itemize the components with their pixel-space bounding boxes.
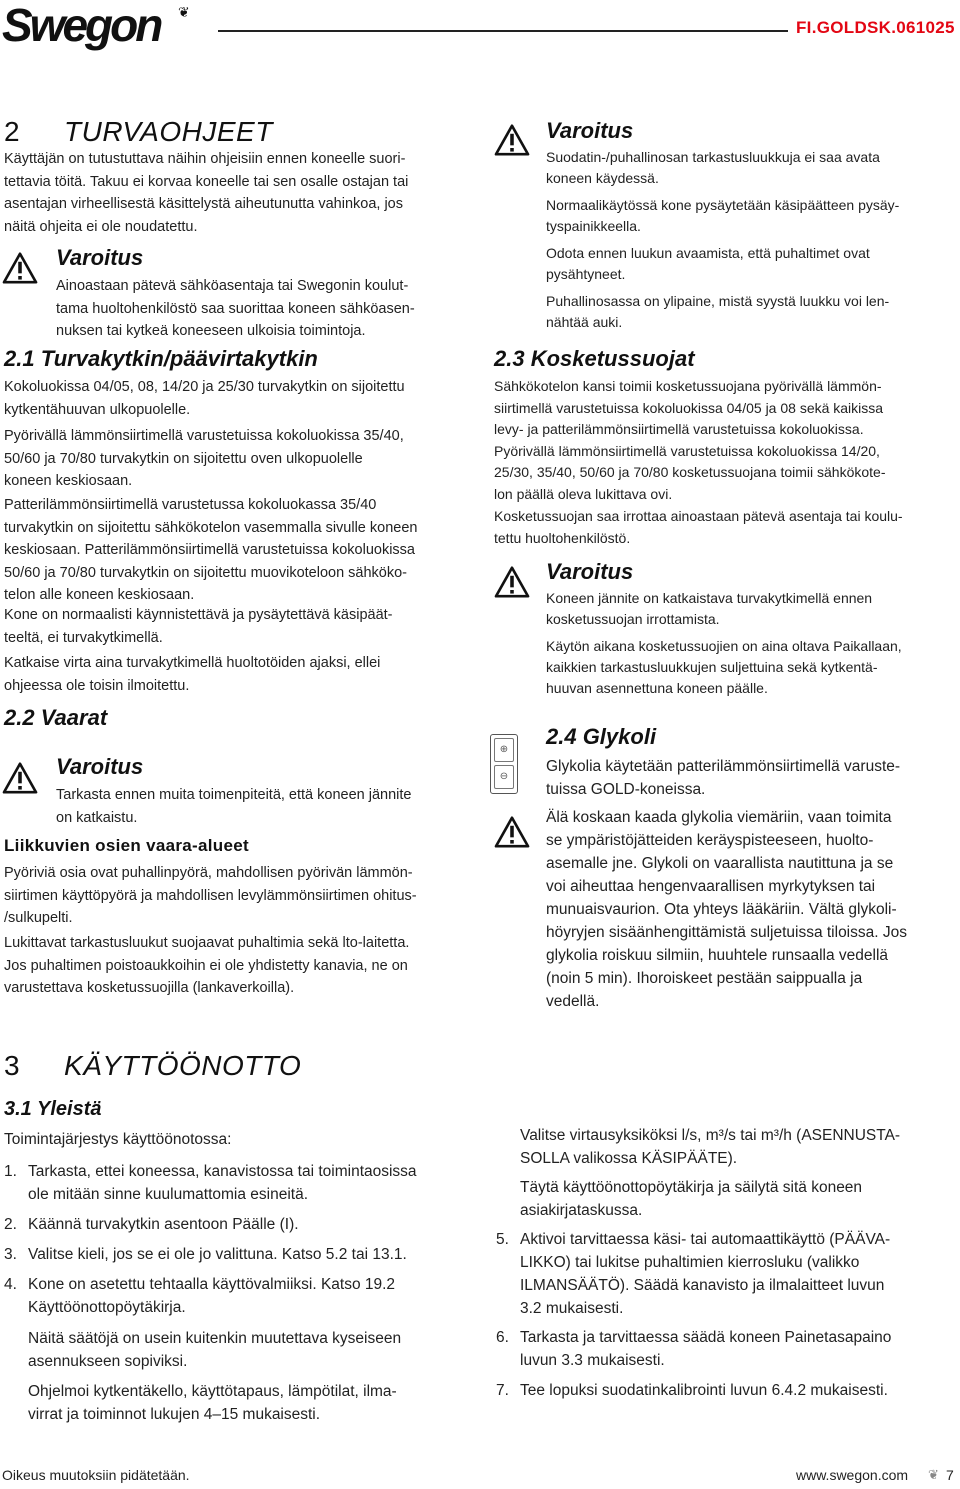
text-line: virrat ja toiminnot lukujen 4–15 mukaisesti.: [28, 1406, 321, 1423]
text-line: LIKKO) tai lukitse puhaltimien kierrosluku (valikko: [520, 1254, 860, 1271]
s24-p1: [546, 755, 956, 801]
s21-p3: [4, 494, 474, 607]
text-line: 25/30, 35/40, 50/60 ja 70/80 kosketussuojana toimii sähkökote-: [494, 464, 886, 480]
text-line: siirtimellä varustetuissa kokoluokissa 04/05 ja 08 sekä kaikissa: [494, 399, 884, 416]
text-line: Pyörivällä lämmönsiirtimellä varustetuissa kokoluokissa 35/40,: [4, 428, 404, 444]
s31-intro: Toimintajärjestys käyttöönotossa:: [4, 1131, 232, 1148]
list-number: 1.: [4, 1163, 17, 1180]
text-line: Pyöriviä osia ovat puhallinpyörä, mahdollisen pyörivän lämmön-: [4, 865, 413, 881]
section-2-heading: [4, 116, 273, 148]
text-line: Suodatin-/puhallinosan tarkastusluukkuja ei saa avata: [546, 149, 880, 165]
text-line: Käännä turvakytkin asentoon Päälle (I).: [28, 1216, 299, 1233]
text-line: asennukseen sopiviksi.: [28, 1353, 188, 1370]
text-line: telon alle koneen keskiosaan.: [4, 587, 195, 603]
text-line: Täytä käyttöönottopöytäkirja ja säilytä sitä koneen: [520, 1179, 863, 1196]
section-2-1-heading: 2.1 Turvakytkin/päävirtakytkin: [4, 346, 318, 371]
text-line: Patterilämmönsiirtimellä varustetussa kokoluokassa 35/40: [4, 497, 377, 513]
s24-p2: [546, 806, 956, 1013]
text-line: Ohjelmoi kytkentäkello, käyttötapaus, lämpötilat, ilma-: [28, 1383, 397, 1400]
list-item: [496, 1326, 956, 1372]
text-line: tettu huoltohenkilöstö.: [494, 529, 631, 546]
section-3-1-heading: 3.1 Yleistä: [4, 1098, 102, 1120]
s22-p1: [4, 862, 474, 930]
warning-text: [546, 588, 956, 699]
note: [28, 1380, 478, 1426]
text-line: koneen keskiosaan.: [4, 473, 133, 489]
header-rule: [218, 30, 788, 32]
text-line: Älä koskaan kaada glykolia viemäriin, vaan toimita: [546, 809, 892, 826]
text-line: SOLLA valikossa KÄSIPÄÄTE).: [520, 1150, 738, 1167]
warning-text: [56, 784, 476, 829]
text-line: Kokoluokissa 04/05, 08, 14/20 ja 25/30 turvakytkin on sijoitettu: [4, 379, 405, 395]
text-line: ohjeessa ole toisin ilmoitettu.: [4, 677, 190, 694]
s21-p5: [4, 652, 474, 697]
document-code: FI.GOLDSK.061025: [796, 18, 955, 37]
text-line: Katkaise virta aina turvakytkimellä huoltotöiden ajaksi, ellei: [4, 655, 381, 671]
list-number: 6.: [496, 1329, 509, 1346]
text-line: lon päällä oleva lukittava ovi.: [494, 485, 673, 502]
text-line: teeltä, ei turvakytkimellä.: [4, 629, 163, 646]
text-line: ole mitään sinne kuulumattomia esineitä.: [28, 1186, 309, 1203]
section-2-2-heading: 2.2 Vaarat: [4, 705, 108, 730]
swegon-logo: Swegon: [2, 0, 161, 51]
text-line: Tee lopuksi suodatinkalibrointi luvun 6.4.2 mukaisesti.: [520, 1382, 888, 1399]
section-number: 2: [4, 116, 21, 147]
note: [28, 1327, 478, 1373]
s23-p2: [494, 506, 956, 549]
warning-icon: [494, 816, 530, 848]
text-line: Näitä säätöjä on usein kuitenkin muutettava kyseiseen: [28, 1330, 402, 1347]
text-line: Käyttäjän on tutustuttava näihin ohjeisiin ennen koneelle suori-: [4, 151, 406, 167]
warning-text: [56, 275, 476, 343]
text-line: Tarkasta, ettei koneessa, kanavistossa tai toimintaosissa: [28, 1163, 417, 1180]
text-line: glykolia roiskuu silmiin, huuhtele runsaalla vedellä: [546, 947, 889, 964]
s2-intro: [4, 148, 474, 238]
text-line: levy- ja patterilämmönsiirtimellä varustetuissa kokoluokissa.: [494, 421, 864, 437]
text-line: ILMANSÄÄTÖ). Säädä kanavisto ja ilmalaitteet luvun: [520, 1277, 885, 1294]
text-line: nähtää auki.: [546, 314, 623, 330]
list-item: [4, 1160, 474, 1206]
list-number: 5.: [496, 1231, 509, 1248]
section-2-4-heading: 2.4 Glykoli: [546, 724, 657, 749]
s21-p2: [4, 425, 474, 493]
page-number: 7: [946, 1467, 954, 1483]
text-line: tyspainikkeella.: [546, 218, 641, 234]
text-line: voi aiheuttaa hengenvaarallisen myrkytyksen tai: [546, 878, 876, 895]
s21-p4: [4, 604, 474, 649]
text-line: nuksen tai kytkeä koneeseen ulkoisia toimintoja.: [56, 323, 366, 339]
text-line: (noin 5 min). Ihoroiskeet pestään saippualla ja: [546, 970, 863, 987]
text-line: munuaisvaurion. Ota yhteys lääkäriin. Vältä glykoli-: [546, 901, 897, 918]
text-line: tama huoltohenkilöstö saa suorittaa koneen sähköasen-: [56, 300, 415, 317]
text-line: Aktivoi tarvittaessa käsi- tai automaattikäyttö (PÄÄVA-: [520, 1231, 891, 1248]
warning-icon: [494, 124, 530, 156]
note: [520, 1176, 956, 1222]
warning-icon: [2, 762, 38, 794]
text-line: 3.2 mukaisesti.: [520, 1300, 624, 1317]
warning-text: [546, 147, 956, 333]
footer-disclaimer: Oikeus muutoksiin pidätetään.: [2, 1467, 190, 1483]
list-item: [4, 1243, 474, 1266]
warning-icon: [2, 252, 38, 284]
text-line: tuissa GOLD-koneissa.: [546, 781, 706, 798]
text-line: Tarkasta ennen muita toimenpiteitä, että koneen jännite: [56, 787, 412, 803]
text-line: pysähtyneet.: [546, 266, 626, 282]
text-line: Lukittavat tarkastusluukut suojaavat puhaltimia sekä lto-laitetta.: [4, 935, 410, 951]
text-line: tettavia töitä. Takuu ei korvaa koneelle tai sen osalle ostajan tai: [4, 173, 409, 190]
warning-title: Varoitus: [546, 559, 634, 584]
text-line: Kosketussuojan saa irrottaa ainoastaan pätevä asentaja tai koulu-: [494, 508, 903, 524]
text-line: siirtimen käyttöpyörä ja mahdollisen levylämmönsiirtimen ohitus-: [4, 887, 417, 904]
warning-icon: [494, 566, 530, 598]
text-line: asemalle jne. Glykoli on vaarallista nautittuna ja se: [546, 855, 894, 872]
s21-p1: [4, 376, 474, 421]
footer-url[interactable]: www.swegon.com: [796, 1467, 909, 1483]
list-number: 4.: [4, 1276, 17, 1293]
text-line: se ympäristöjätteiden keräyspisteeseen, huolto-: [546, 832, 874, 849]
list-item: [4, 1273, 474, 1319]
list-number: 2.: [4, 1216, 17, 1233]
text-line: Jos puhaltimen poistoaukkoihin ei ole yhdistetty kanavia, ne on: [4, 957, 408, 974]
section-title: TURVAOHJEET: [64, 116, 273, 147]
text-line: varustettava kosketussuojilla (lankaverkoilla).: [4, 980, 295, 996]
warning-title: Varoitus: [56, 245, 144, 270]
text-line: luvun 3.3 mukaisesti.: [520, 1352, 665, 1369]
text-line: keskiosaan. Patterilämmönsiirtimellä varustetuissa kokoluokissa: [4, 542, 415, 558]
section-title: KÄYTTÖÖNOTTO: [64, 1050, 302, 1081]
text-line: Koneen jännite on katkaistava turvakytkimellä ennen: [546, 590, 873, 606]
text-line: asentajan virheellisestä käsittelystä aiheutunutta vahinkoa, jos: [4, 196, 403, 212]
text-line: turvakytkin on sijoitettu sähkökotelon vasemmalla sivulle koneen: [4, 519, 418, 536]
warning-title: Varoitus: [546, 118, 634, 143]
text-line: Puhallinosassa on ylipaine, mistä syystä luukku voi len-: [546, 293, 890, 309]
text-line: Käyttöönottopöytäkirja.: [28, 1299, 186, 1316]
warning-title: Varoitus: [56, 754, 144, 779]
subsection-heading: Liikkuvien osien vaara-alueet: [4, 836, 249, 855]
text-line: Kone on asetettu tehtaalla käyttövalmiiksi. Katso 19.2: [28, 1276, 396, 1293]
text-line: kosketussuojan irrottamista.: [546, 611, 720, 627]
text-line: huuvan asennettuna koneen päälle.: [546, 680, 768, 696]
text-line: asiakirjataskussa.: [520, 1202, 643, 1219]
heat-exchanger-icon: ⊕ ⊖: [490, 734, 518, 794]
text-line: koneen käydessä.: [546, 170, 659, 186]
list-number: 3.: [4, 1246, 17, 1263]
text-line: kytkentähuuvan ulkopuolelle.: [4, 401, 191, 418]
note: [520, 1124, 956, 1170]
text-line: vedellä.: [546, 993, 600, 1010]
text-line: on katkaistu.: [56, 809, 138, 826]
text-line: Käytön aikana kosketussuojien on aina oltava Paikallaan,: [546, 638, 902, 654]
leaf-icon: ❦: [178, 4, 190, 20]
s22-p2: [4, 932, 474, 1000]
text-line: Valitse virtausyksiköksi l/s, m³/s tai m³/h (ASENNUSTA-: [520, 1127, 901, 1144]
section-number: 3: [4, 1050, 21, 1081]
text-line: 50/60 ja 70/80 turvakytkin on sijoitettu muovikoteloon sähkökо-: [4, 564, 408, 581]
text-line: kaikkien tarkastusluukkujen suljettuina sekä kytkentä-: [546, 659, 878, 675]
text-line: höyryjen sisäänhengittämistä suljetuissa tiloissa. Jos: [546, 924, 907, 941]
text-line: Ainoastaan pätevä sähköasentaja tai Swegonin koulut-: [56, 278, 409, 294]
text-line: 50/60 ja 70/80 turvakytkin on sijoitettu oven ulkopuolelle: [4, 450, 363, 467]
list-item: [496, 1379, 956, 1402]
text-line: Odota ennen luukun avaamista, että puhaltimet ovat: [546, 245, 870, 261]
text-line: /sulkupelti.: [4, 910, 73, 926]
text-line: Valitse kieli, jos se ei ole jo valittuna. Katso 5.2 tai 13.1.: [28, 1246, 407, 1263]
text-line: Normaalikäytössä kone pysäytetään käsipäätteen pysäy-: [546, 197, 900, 213]
text-line: Pyörivällä lämmönsiirtimellä varustetuissa kokoluokissa 14/20,: [494, 442, 880, 459]
s23-p1: [494, 376, 956, 505]
text-line: näitä ohjeita ei ole noudatettu.: [4, 218, 198, 235]
text-line: Sähkökotelon kansi toimii kosketussuojana pyörivällä lämmön-: [494, 378, 882, 394]
leaf-icon: ❦: [928, 1467, 939, 1482]
list-number: 7.: [496, 1382, 509, 1399]
section-3-heading: [4, 1050, 301, 1082]
text-line: Tarkasta ja tarvittaessa säädä koneen Painetasapaino: [520, 1329, 892, 1346]
text-line: Kone on normaalisti käynnistettävä ja pysäytettävä käsipäät-: [4, 607, 393, 623]
list-item: [496, 1228, 956, 1320]
text-line: Glykolia käytetään patterilämmönsiirtimellä varuste-: [546, 758, 901, 775]
section-2-3-heading: 2.3 Kosketussuojat: [494, 346, 695, 371]
list-item: [4, 1213, 474, 1236]
